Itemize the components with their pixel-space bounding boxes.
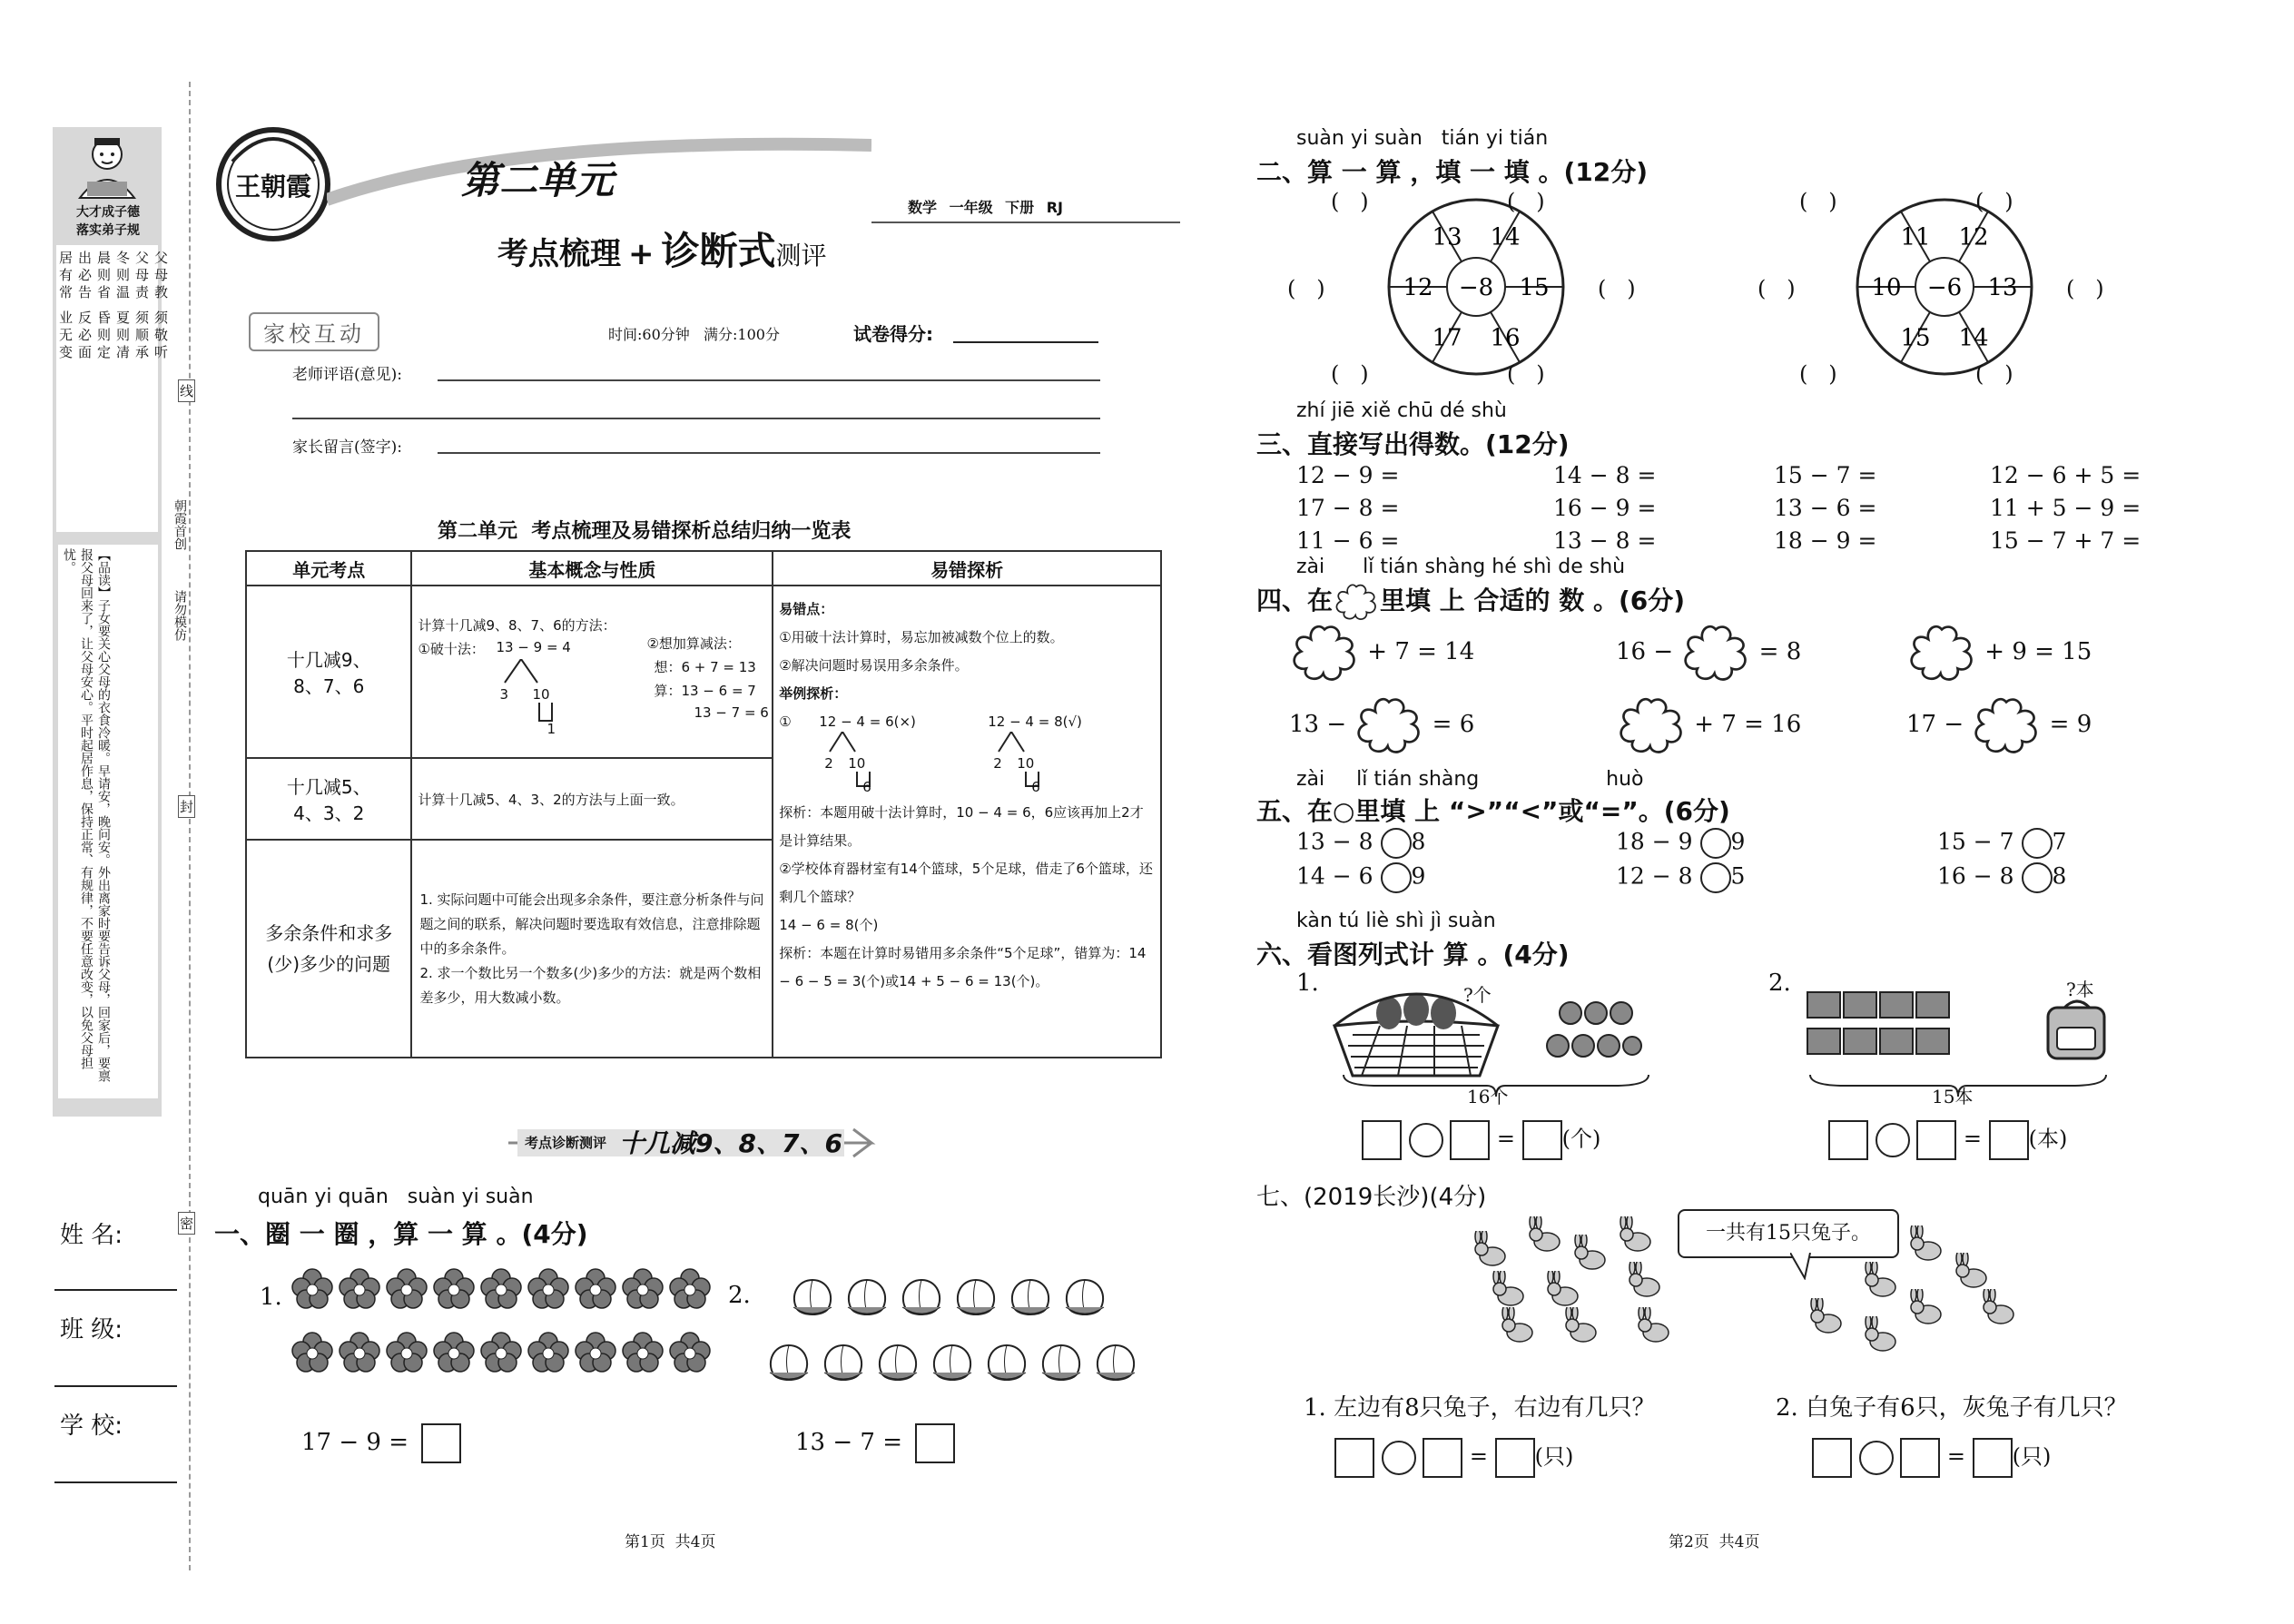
- compare-circle[interactable]: [1700, 862, 1731, 893]
- q6-item1-num: 1.: [1296, 969, 1319, 997]
- point-cell: 十几减9、8、7、6: [246, 586, 411, 758]
- operator-circle[interactable]: [1859, 1441, 1894, 1475]
- teacher-field[interactable]: [438, 379, 1100, 381]
- flower-icon: [432, 1267, 476, 1311]
- col-header: 基本概念与性质: [411, 551, 773, 586]
- q4-item: + 9 = 15: [1906, 625, 2092, 681]
- binding-mark-mi: 密: [178, 1212, 195, 1235]
- q5-title: 五、在○里填 上 “>”“<”或“=”。(6分): [1256, 796, 1730, 826]
- teacher-label: 老师评语(意见):: [292, 366, 402, 384]
- q3-row: 12 − 9 = 14 − 8 = 15 − 7 = 12 − 6 + 5 =: [1296, 462, 2141, 488]
- rabbit-icon: [1906, 1225, 1946, 1262]
- compare-circle[interactable]: [2022, 862, 2053, 893]
- q4-item: + 7 = 16: [1616, 697, 1801, 753]
- answer-box[interactable]: [915, 1423, 955, 1463]
- peach-icon: [873, 1340, 922, 1383]
- flower-answer-slot[interactable]: [1289, 625, 1360, 681]
- wheel-number: 12: [1403, 274, 1433, 301]
- book-icon: [1915, 1028, 1950, 1055]
- q6-item1-question: ?个: [1463, 984, 1492, 1006]
- flower-icon: [290, 1331, 334, 1374]
- point-cell: 十几减5、4、3、2: [246, 758, 411, 840]
- flower-icon: [621, 1331, 665, 1374]
- binding-mark-feng: 封: [178, 795, 195, 818]
- q4-item: + 7 = 14: [1289, 625, 1474, 681]
- point-cell: 多余条件和求多(少)多少的问题: [246, 840, 411, 1058]
- answer-box[interactable]: [1522, 1120, 1562, 1160]
- rabbit-icon: [1861, 1262, 1901, 1298]
- summary-table-wrap: [245, 550, 1162, 1058]
- answer-box[interactable]: [1423, 1438, 1462, 1478]
- rabbit-icon: [1498, 1307, 1538, 1343]
- q1-item2-eq: 13 − 7 =: [795, 1423, 955, 1463]
- schoolbag-icon: [2041, 995, 2113, 1064]
- school-label: 学 校:: [60, 1412, 123, 1440]
- concept-cell-2: 计算十几减5、4、3、2的方法与上面一致。: [411, 758, 773, 840]
- q7-item2: 2. 白兔子有6只，灰兔子有几只？: [1776, 1394, 2128, 1422]
- q7-item2-equation: = (只): [1812, 1438, 2051, 1478]
- q2-title: 二、算 一 算 ，填 一 填 。(12分): [1256, 157, 1649, 187]
- q6-item2-num: 2.: [1768, 969, 1791, 997]
- wheel-number: 13: [1987, 274, 2018, 301]
- brand-name: 王朝霞: [234, 172, 311, 202]
- rabbit-icon: [1979, 1289, 2019, 1325]
- footer-right: 第2页 共4页: [1669, 1533, 1760, 1551]
- book-icon: [1879, 991, 1914, 1019]
- flower-icon: [479, 1331, 523, 1374]
- answer-paren[interactable]: ( ): [1331, 189, 1369, 214]
- q6-title: 六、看图列式计 算 。(4分): [1256, 940, 1570, 969]
- teacher-field-2[interactable]: [292, 418, 1100, 419]
- rabbit-icon: [1471, 1231, 1511, 1267]
- speech-bubble: 一共有15只兔子。: [1678, 1209, 1899, 1258]
- subtitle: 考点梳理 + 诊断式测评: [497, 229, 827, 273]
- operator-circle[interactable]: [1876, 1123, 1910, 1157]
- answer-box[interactable]: [1362, 1120, 1402, 1160]
- binding-line: [189, 82, 191, 1570]
- q6-item2-question: ?本: [2066, 979, 2094, 1000]
- unit-title: 第二单元: [461, 158, 615, 202]
- q7-item1: 1. 左边有8只兔子，右边有几只？: [1304, 1394, 1656, 1422]
- peach-icon: [842, 1275, 891, 1318]
- answer-box[interactable]: [1495, 1438, 1535, 1478]
- answer-box[interactable]: [1334, 1438, 1374, 1478]
- peach-icon: [1091, 1340, 1140, 1383]
- score-field[interactable]: [953, 341, 1098, 343]
- answer-paren[interactable]: ( ): [1799, 361, 1837, 387]
- rabbit-icon: [1625, 1262, 1665, 1298]
- class-label: 班 级:: [60, 1316, 123, 1343]
- q1-title: 一、圈 一 圈 ，算 一 算 。(4分): [214, 1219, 588, 1249]
- school-field[interactable]: [54, 1481, 177, 1483]
- compare-circle[interactable]: [1381, 862, 1412, 893]
- q5-item: 16 − 8 8: [1937, 862, 2066, 893]
- footer-left: 第1页 共4页: [625, 1533, 716, 1551]
- class-field[interactable]: [54, 1385, 177, 1387]
- answer-box[interactable]: [1989, 1120, 2029, 1160]
- flower-icon: [338, 1331, 381, 1374]
- sidebar-motto: 大才成子德 落实弟子规: [76, 205, 140, 238]
- answer-box[interactable]: [1916, 1120, 1956, 1160]
- answer-paren[interactable]: ( ): [1598, 276, 1636, 301]
- flower-icon: [668, 1267, 712, 1311]
- parent-field[interactable]: [438, 452, 1100, 454]
- side-note-1: 朝霞首创: [172, 499, 187, 550]
- q3-grid: [1296, 459, 2213, 557]
- answer-box[interactable]: [1973, 1438, 2013, 1478]
- pears-icon: [1543, 993, 1643, 1066]
- wheel-number: 10: [1871, 274, 1902, 301]
- answer-paren[interactable]: ( ): [1757, 276, 1796, 301]
- book-icon: [1843, 991, 1877, 1019]
- flower-icon: [290, 1267, 334, 1311]
- wheel-number: 14: [1958, 324, 1989, 352]
- answer-box[interactable]: [421, 1423, 461, 1463]
- peach-icon: [928, 1340, 977, 1383]
- q1-flower-group: [290, 1267, 708, 1394]
- wheel-number: 16: [1490, 324, 1521, 352]
- poem-col: 居有常 业无变: [57, 251, 74, 362]
- flower-answer-slot[interactable]: [1971, 697, 2042, 753]
- rabbit-icon: [1906, 1289, 1946, 1325]
- answer-box[interactable]: [1828, 1120, 1868, 1160]
- home-school-label: 家校互动: [249, 312, 379, 351]
- flower-answer-slot[interactable]: [1680, 625, 1751, 681]
- books-group: [1807, 991, 1988, 1064]
- summary-title: 第二单元 考点梳理及易错探析总结归纳一览表: [438, 520, 852, 543]
- flower-icon: [527, 1267, 570, 1311]
- concept-cell-3: 1. 实际问题中可能会出现多余条件，要注意分析条件与问题之间的联系，解决问题时要选取有效信息，注意排除题中的多余条件。 2. 求一个数比另一个数多(少)多少的方法：就是两个数相差多少，用大数减小数。: [411, 840, 773, 1058]
- peach-icon: [951, 1275, 1000, 1318]
- flower-icon: [385, 1331, 428, 1374]
- poem-col: 冬则温 夏则凊: [114, 251, 131, 362]
- q3-row: 11 − 6 = 13 − 8 = 18 − 9 = 15 − 7 + 7 =: [1296, 527, 2141, 554]
- operator-circle[interactable]: [1382, 1441, 1416, 1475]
- answer-paren[interactable]: ( ): [1287, 276, 1325, 301]
- concept-cell-1: 计算十几减9、8、7、6的方法： ①破十法： 13 − 9 = 4 ②想加算减法： 想：6 + 7 = 13 算：13 − 6 = 7 13 − 7 = 6 3 10 1: [411, 586, 773, 758]
- answer-box[interactable]: [1450, 1120, 1490, 1160]
- bubble-tail-icon: [1790, 1253, 1817, 1280]
- q4-item: 17 − = 9: [1906, 697, 2092, 753]
- q4-item: 13 − = 6: [1289, 697, 1474, 753]
- answer-paren[interactable]: ( ): [1507, 361, 1545, 387]
- wheel-number: 13: [1432, 223, 1462, 251]
- flower-icon: [479, 1267, 523, 1311]
- time-info: 时间:60分钟 满分:100分: [608, 326, 780, 343]
- compare-circle[interactable]: [2022, 828, 2053, 859]
- peach-icon: [897, 1275, 946, 1318]
- sidebar-poem: [56, 245, 169, 532]
- q1-item2-num: 2.: [728, 1282, 751, 1309]
- number-wheel-2: [1852, 194, 2037, 379]
- flower-icon: [621, 1267, 665, 1311]
- q6-item2-equation: = (本): [1828, 1120, 2067, 1160]
- q2-pinyin: suàn yi suàn tián yi tián: [1296, 127, 1549, 150]
- peach-icon: [982, 1340, 1031, 1383]
- q6-item1-total: 16个: [1467, 1086, 1509, 1107]
- q5-item: 14 − 6 9: [1296, 862, 1425, 893]
- operator-circle[interactable]: [1409, 1123, 1443, 1157]
- rabbit-icon: [1489, 1271, 1529, 1307]
- q4-item: 16 − = 8: [1616, 625, 1801, 681]
- q1-peach-group: [764, 1275, 1173, 1393]
- answer-paren[interactable]: ( ): [1975, 361, 2013, 387]
- q7-item1-equation: = (只): [1334, 1438, 1573, 1478]
- answer-paren[interactable]: ( ): [1331, 361, 1369, 387]
- flower-answer-slot[interactable]: [1354, 697, 1424, 753]
- score-label: 试卷得分:: [853, 323, 933, 345]
- rabbit-icon: [1570, 1235, 1610, 1271]
- flower-answer-slot[interactable]: [1616, 697, 1687, 753]
- wheel-number: 12: [1958, 223, 1989, 251]
- peach-icon: [1037, 1340, 1086, 1383]
- answer-box[interactable]: [1812, 1438, 1852, 1478]
- book-icon: [1879, 1028, 1914, 1055]
- parent-label: 家长留言(签字):: [292, 438, 402, 457]
- poem-col: 父母责 须顺承: [133, 251, 150, 362]
- wheel-number: 11: [1900, 223, 1931, 251]
- wheel-center-operator: −8: [1458, 274, 1494, 301]
- poem-col: 晨则省 昏则定: [95, 251, 112, 362]
- error-cell: 易错点： ①用破十法计算时，易忘加被减数个位上的数。 ②解决问题时易误用多余条件。 举例探析： ① 12 − 4 = 6(×) 12 − 4 = 8(√) 2 10 6 2 10 6 探析：本题用破十法计算时，10 − 4 = 6，6应该再加上2才是计算结果。 ②学校体育器材室有14个篮球，5个足球，借走了6个篮球，还剩几个篮球？ 14 − 6 = 8(个) 探析：本题在计算时易错用多余条件“5个足球”，错算为：14 − 6 − 5 = 3(个)或14 + 5 − 6 = 13(个)。: [773, 586, 1161, 1058]
- poem-col: 出必告 反必面: [76, 251, 93, 362]
- q5-item: 18 − 9 9: [1616, 828, 1745, 859]
- wheel-number: 15: [1900, 324, 1931, 352]
- q6-item2-total: 15本: [1932, 1086, 1974, 1107]
- peach-icon: [788, 1275, 837, 1318]
- sidebar-note: 【品读】子女要关心父母的衣食冷暖。早请安，晚问安。外出离家时要告诉父母，回家后，要禀报父母回来了，让父母安心。平时起居作息，保持正常、有规律，不要任意改变，以免父母担忧。: [58, 545, 158, 1098]
- book-meta: 数学 一年级 下册 RJ: [908, 199, 1063, 216]
- q1-item1-eq: 17 − 9 =: [301, 1423, 461, 1463]
- flower-icon: [1333, 584, 1380, 620]
- q3-row: 17 − 8 = 16 − 9 = 13 − 6 = 11 + 5 − 9 =: [1296, 495, 2141, 521]
- book-icon: [1807, 991, 1841, 1019]
- flower-icon: [432, 1331, 476, 1374]
- rabbit-icon: [1543, 1271, 1583, 1307]
- q1-item1-num: 1.: [260, 1284, 282, 1311]
- q3-title: 三、直接写出得数。(12分): [1256, 429, 1570, 459]
- meta-underline: [871, 221, 1180, 223]
- flower-icon: [527, 1331, 570, 1374]
- poem-col: 父母教 须敬听: [153, 251, 169, 362]
- answer-paren[interactable]: ( ): [1507, 189, 1545, 214]
- example-diagrams: ① 12 − 4 = 6(×) 12 − 4 = 8(√) 2 10 6 2 10 6: [779, 708, 1155, 799]
- flower-icon: [574, 1267, 617, 1311]
- answer-paren[interactable]: ( ): [2066, 276, 2104, 301]
- q6-pinyin: kàn tú liè shì jì suàn: [1296, 910, 1496, 932]
- q5-item: 15 − 7 7: [1937, 828, 2066, 859]
- q5-pinyin: zài lǐ tián shàng huò: [1296, 768, 1644, 791]
- wheel-number: 15: [1519, 274, 1550, 301]
- binding-mark-xian: 线: [178, 379, 195, 402]
- answer-box[interactable]: [1900, 1438, 1940, 1478]
- q5-item: 13 − 8 8: [1296, 828, 1425, 859]
- wheel-number: 14: [1490, 223, 1521, 251]
- rabbit-icon: [1807, 1298, 1846, 1334]
- answer-paren[interactable]: ( ): [1975, 189, 2013, 214]
- peach-icon: [1060, 1275, 1109, 1318]
- summary-table: [245, 550, 1162, 1058]
- rabbit-icon: [1616, 1216, 1656, 1253]
- peach-icon: [819, 1340, 868, 1383]
- peach-icon: [764, 1340, 813, 1383]
- rabbit-icon: [1861, 1316, 1901, 1353]
- book-icon: [1915, 991, 1950, 1019]
- q4-title: 四、在 里填 上 合适的 数 。(6分): [1256, 581, 1685, 620]
- rabbit-icon: [1952, 1253, 1992, 1289]
- q5-item: 12 − 8 5: [1616, 862, 1745, 893]
- flower-icon: [338, 1267, 381, 1311]
- col-header: 单元考点: [246, 551, 411, 586]
- peach-icon: [1006, 1275, 1055, 1318]
- rabbit-icon: [1561, 1307, 1601, 1343]
- q3-pinyin: zhí jiē xiě chū dé shù: [1296, 399, 1507, 422]
- flower-icon: [668, 1331, 712, 1374]
- flower-answer-slot[interactable]: [1906, 625, 1977, 681]
- flower-icon: [574, 1331, 617, 1374]
- book-icon: [1843, 1028, 1877, 1055]
- q6-item1-equation: = (个): [1362, 1120, 1600, 1160]
- q4-pinyin: zài lǐ tián shàng hé shì de shù: [1296, 556, 1626, 578]
- book-icon: [1807, 1028, 1841, 1055]
- brand-logo: [214, 125, 332, 243]
- rabbit-icon: [1525, 1216, 1565, 1253]
- answer-paren[interactable]: ( ): [1799, 189, 1837, 214]
- name-field[interactable]: [54, 1289, 177, 1291]
- diag-banner-big: 十几减9、8、7、6: [619, 1128, 842, 1158]
- compare-circle[interactable]: [1381, 828, 1412, 859]
- q7-title: 七、(2019长沙)(4分): [1256, 1184, 1487, 1211]
- wheel-number: 17: [1432, 324, 1462, 352]
- compare-circle[interactable]: [1700, 828, 1731, 859]
- name-label: 姓 名:: [60, 1222, 123, 1249]
- mascot-icon: [71, 134, 143, 200]
- q1-pinyin: quān yi quān suàn yi suàn: [258, 1186, 534, 1208]
- side-note-2: 请勿模仿: [172, 590, 187, 641]
- wheel-center-operator: −6: [1926, 274, 1963, 301]
- number-wheel-1: [1383, 194, 1569, 379]
- rabbit-icon: [1634, 1307, 1674, 1343]
- diag-banner-small: 考点诊断测评: [525, 1135, 607, 1151]
- flower-icon: [385, 1267, 428, 1311]
- col-header: 易错探析: [773, 551, 1161, 586]
